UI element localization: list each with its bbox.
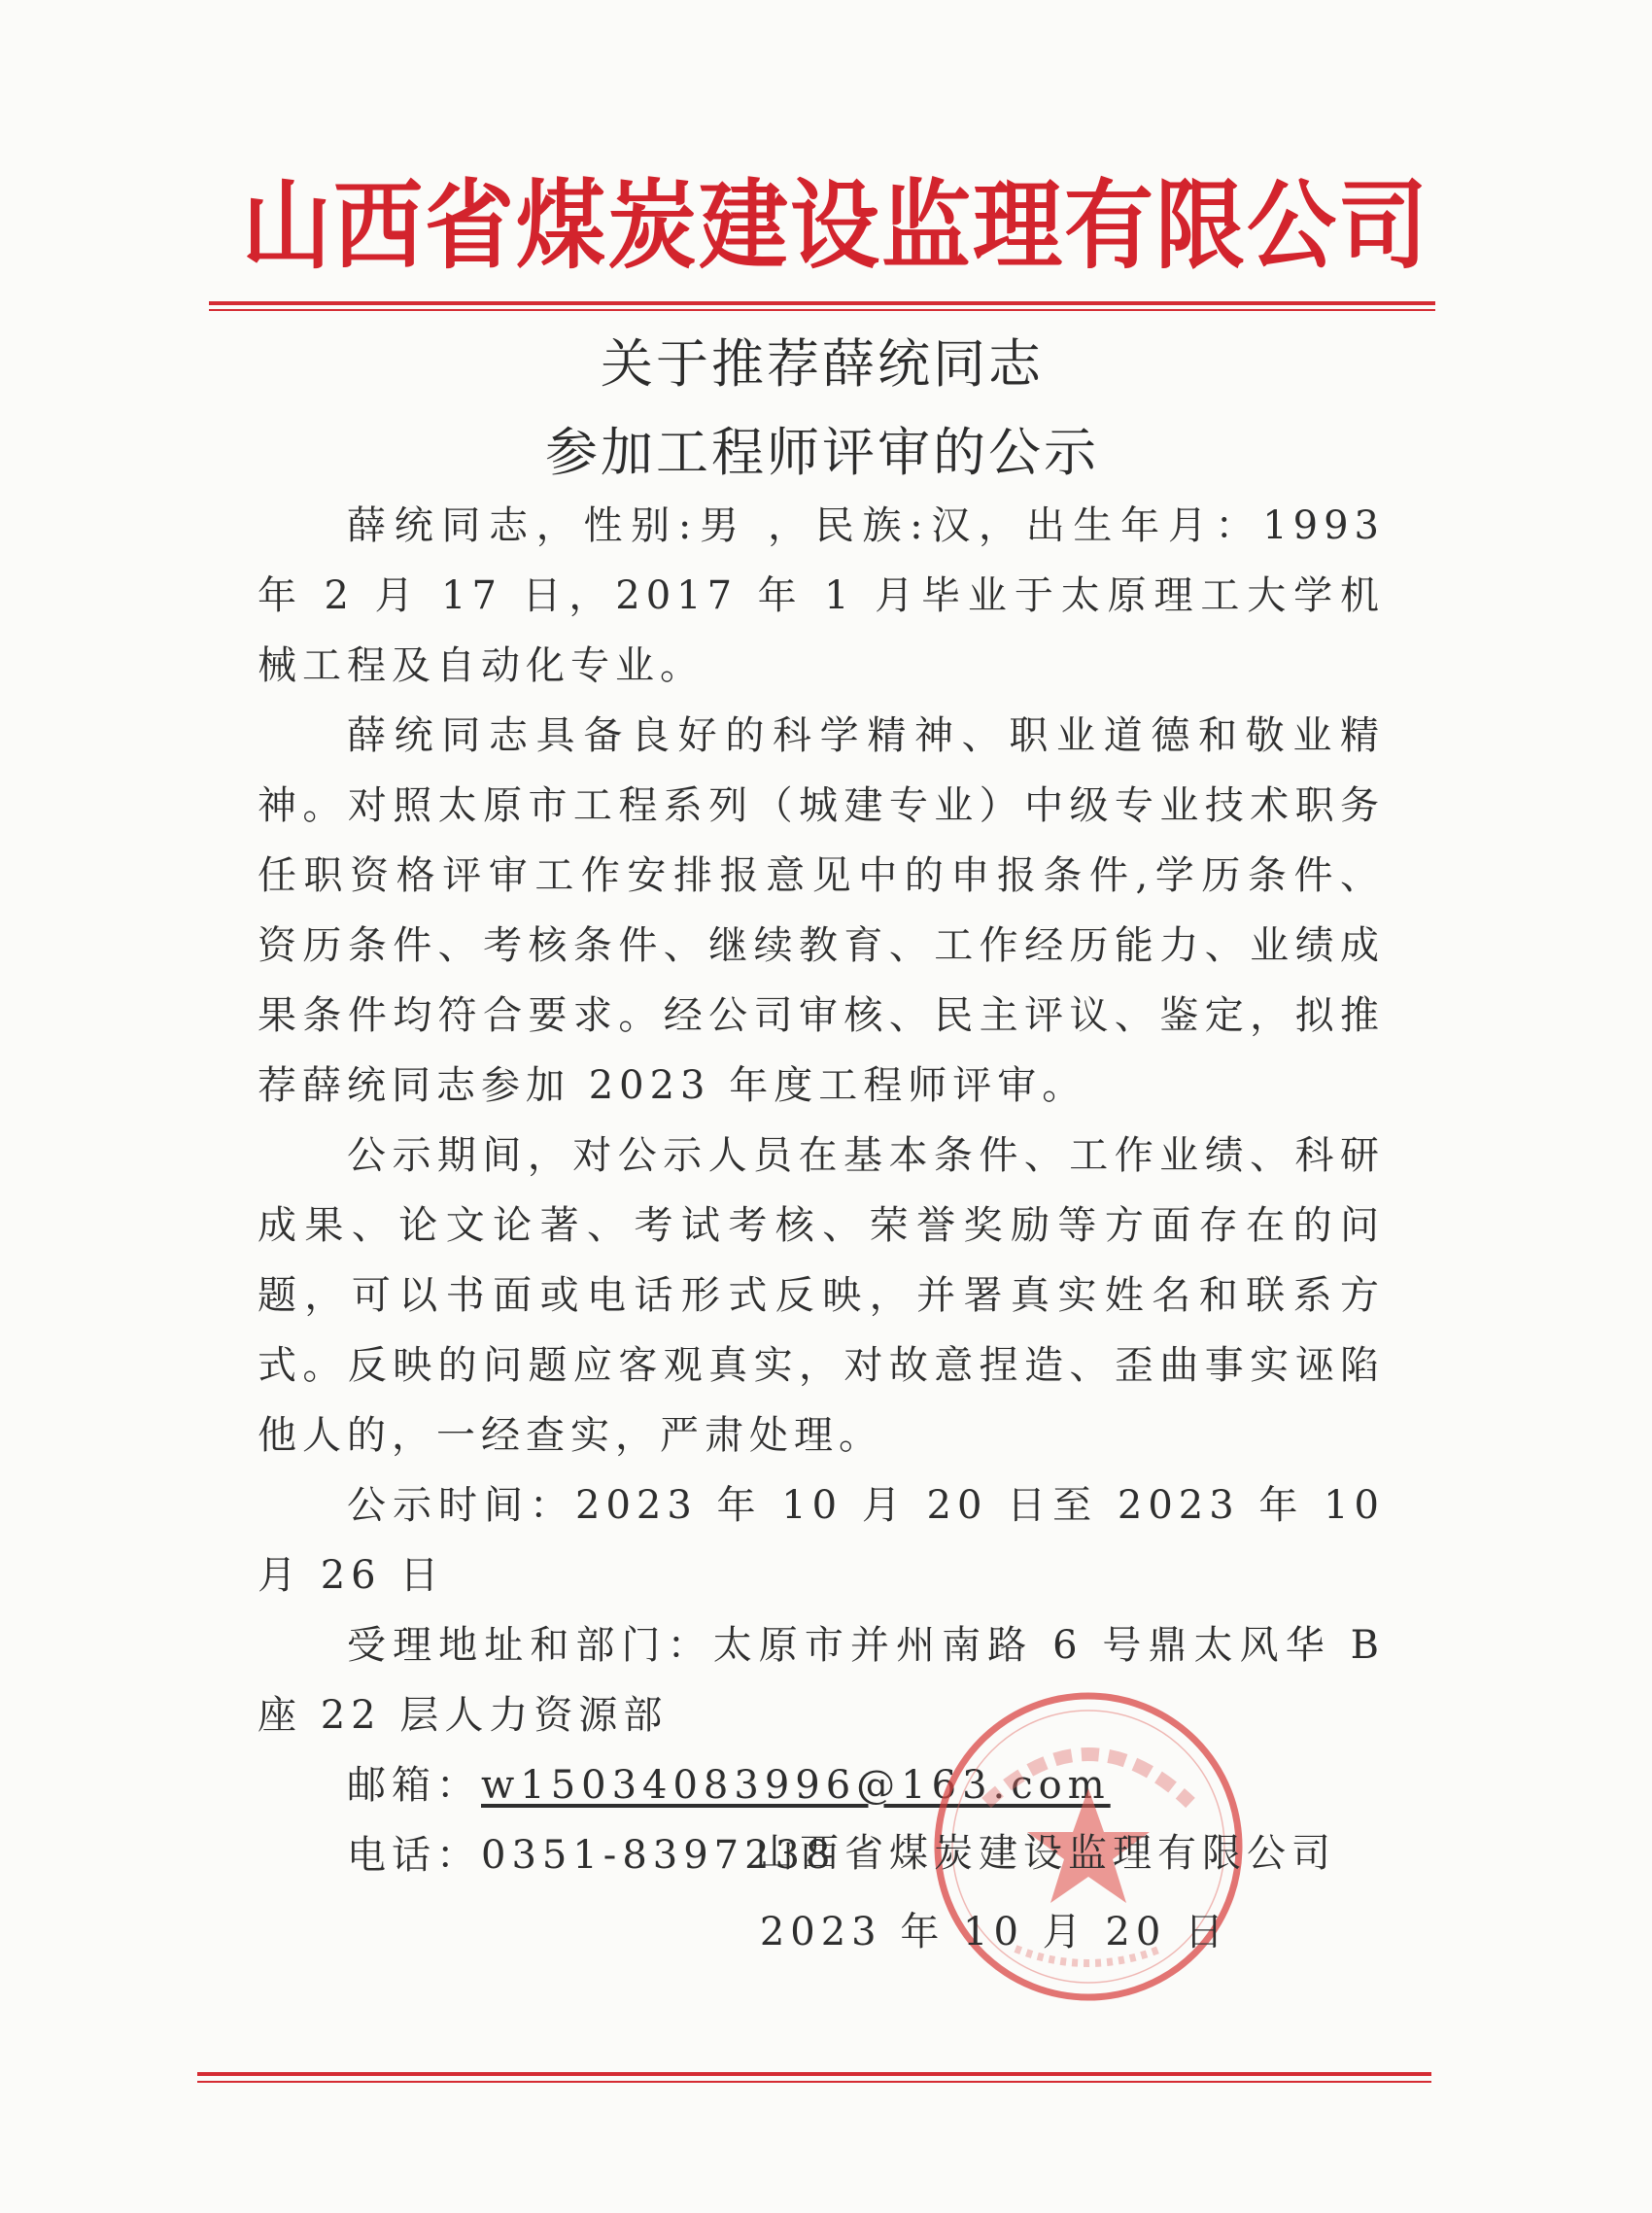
signature-organization: 山西省煤炭建设监理有限公司	[755, 1831, 1336, 1876]
notice-title-line1: 关于推荐薛统同志	[601, 333, 1044, 395]
signature-date: 2023 年 10 月 20 日	[759, 1910, 1229, 1954]
paragraph-period: 公示时间：2023 年 10 月 20 日至 2023 年 10 月 26 日	[258, 1483, 1385, 1598]
paragraph-personal-info: 薛统同志，性别:男 ，民族:汉，出生年月：1993 年 2 月 17 日，2017 年 1 月毕业于太原理工大学机械工程及自动化专业。	[258, 503, 1385, 688]
letterhead-rule-thick	[209, 301, 1435, 305]
notice-title-line2: 参加工程师评审的公示	[545, 422, 1099, 483]
paragraph-feedback: 公示期间，对公示人员在基本条件、工作业绩、科研成果、论文论著、考试考核、荣誉奖励等方面存在的问题，可以书面或电话形式反映，并署真实姓名和联系方式。反映的问题应客观真实，对故意捏造、歪曲事实诬陷他人的，一经查实，严肃处理。	[258, 1133, 1385, 1458]
letterhead-title: 山西省煤炭建设监理有限公司	[241, 169, 1429, 283]
footer-rule-thin	[197, 2081, 1431, 2083]
email-label: 邮箱：	[347, 1763, 481, 1808]
notice-body	[258, 491, 1385, 1890]
paragraph-address: 受理地址和部门：太原市并州南路 6 号鼎太风华 B 座 22 层人力资源部	[258, 1623, 1385, 1738]
email-link[interactable]: w15034083996@163.com	[481, 1763, 1111, 1808]
letterhead-rule-thin	[209, 309, 1435, 311]
footer-rule-thick	[197, 2072, 1431, 2076]
paragraph-qualification: 薛统同志具备良好的科学精神、职业道德和敬业精神。对照太原市工程系列（城建专业）中级专业技术职务任职资格评审工作安排报意见中的申报条件,学历条件、资历条件、考核条件、继续教育、工作经历能力、业绩成果条件均符合要求。经公司审核、民主评议、鉴定，拟推荐薛统同志参加 2023 年度工程师评审。	[258, 713, 1385, 1108]
phone-label: 电话：	[347, 1833, 481, 1878]
phone-number: 0351-8397238	[481, 1833, 837, 1878]
